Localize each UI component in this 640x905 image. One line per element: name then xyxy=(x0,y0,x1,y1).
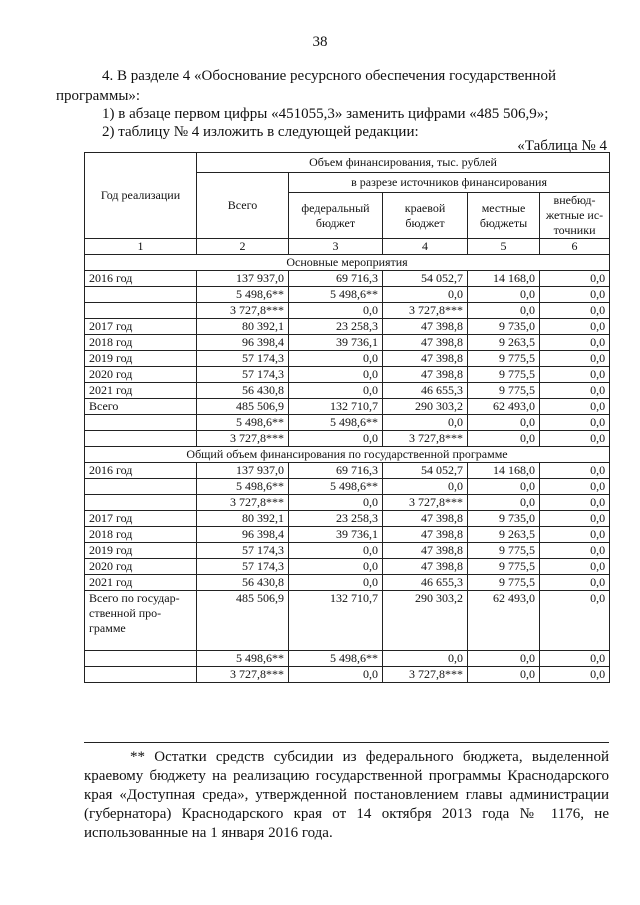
table-cell: 0,0 xyxy=(540,335,610,351)
page-number: 38 xyxy=(312,34,328,50)
table-cell: 0,0 xyxy=(468,651,540,667)
table-cell: 9 775,5 xyxy=(468,383,540,399)
table-cell: 0,0 xyxy=(540,271,610,287)
table-row xyxy=(85,511,610,527)
table-cell: 0,0 xyxy=(289,495,383,511)
row-label: 2016 год xyxy=(85,271,197,287)
table-cell: 137 937,0 xyxy=(197,463,289,479)
table-row xyxy=(85,287,610,303)
table-cell: 0,0 xyxy=(540,319,610,335)
row-label xyxy=(85,287,197,303)
table-cell: 9 735,0 xyxy=(468,511,540,527)
row-label xyxy=(85,303,197,319)
table-cell: 23 258,3 xyxy=(289,319,383,335)
table-row xyxy=(85,351,610,367)
row-label: 2020 год xyxy=(85,367,197,383)
row-label: 2021 год xyxy=(85,575,197,591)
table-cell: 0,0 xyxy=(468,667,540,683)
row-label: 2021 год xyxy=(85,383,197,399)
table-cell: 96 398,4 xyxy=(197,527,289,543)
table-cell: 0,0 xyxy=(540,431,610,447)
table-cell: 3 727,8*** xyxy=(197,303,289,319)
table-cell: 14 168,0 xyxy=(468,463,540,479)
table-cell: 0,0 xyxy=(289,575,383,591)
table-cell: 0,0 xyxy=(468,479,540,495)
table-cell: 485 506,9 xyxy=(197,591,289,651)
table-row xyxy=(85,591,610,651)
table-cell: 290 303,2 xyxy=(383,399,468,415)
table-row xyxy=(85,335,610,351)
header-total: Всего xyxy=(197,173,289,239)
table-cell: 80 392,1 xyxy=(197,511,289,527)
table-cell: 0,0 xyxy=(468,495,540,511)
funding-table xyxy=(84,152,610,683)
table-cell: 5 498,6** xyxy=(197,479,289,495)
table-row xyxy=(85,651,610,667)
table-cell: 9 263,5 xyxy=(468,335,540,351)
table-cell: 3 727,8*** xyxy=(383,495,468,511)
section-title: Общий объем финансирования по государственной программе xyxy=(85,447,610,463)
table-row xyxy=(85,415,610,431)
table-cell: 9 263,5 xyxy=(468,527,540,543)
header-col-number: 6 xyxy=(540,239,610,255)
header-col-number: 3 xyxy=(289,239,383,255)
table-cell: 47 398,8 xyxy=(383,559,468,575)
table-cell: 47 398,8 xyxy=(383,351,468,367)
table-cell: 0,0 xyxy=(540,383,610,399)
header-by-source: в разрезе источников финансирования xyxy=(289,173,610,193)
table-cell: 3 727,8*** xyxy=(197,495,289,511)
row-label: 2018 год xyxy=(85,527,197,543)
table-cell: 0,0 xyxy=(468,287,540,303)
table-cell: 0,0 xyxy=(383,415,468,431)
table-cell: 0,0 xyxy=(540,495,610,511)
table-cell: 0,0 xyxy=(289,431,383,447)
table-cell: 0,0 xyxy=(540,667,610,683)
paragraph-section-4: 4. В разделе 4 «Обоснование ресурсного обеспечения государственной программы»: xyxy=(56,68,556,104)
table-cell: 0,0 xyxy=(540,591,610,651)
table-cell: 0,0 xyxy=(540,559,610,575)
table-cell: 5 498,6** xyxy=(289,651,383,667)
table-cell: 3 727,8*** xyxy=(197,431,289,447)
section-title: Основные мероприятия xyxy=(85,255,610,271)
table-cell: 0,0 xyxy=(289,303,383,319)
table-cell: 3 727,8*** xyxy=(383,303,468,319)
table-cell: 290 303,2 xyxy=(383,591,468,651)
table-cell: 0,0 xyxy=(540,367,610,383)
header-col-number: 5 xyxy=(468,239,540,255)
table-row xyxy=(85,559,610,575)
header-local: местные бюджеты xyxy=(468,193,540,239)
table-cell: 56 430,8 xyxy=(197,383,289,399)
table-cell: 39 736,1 xyxy=(289,527,383,543)
table-row xyxy=(85,543,610,559)
table-row xyxy=(85,463,610,479)
row-label: 2017 год xyxy=(85,319,197,335)
table-cell: 0,0 xyxy=(540,415,610,431)
table-cell: 0,0 xyxy=(468,303,540,319)
row-label xyxy=(85,651,197,667)
table-cell: 62 493,0 xyxy=(468,399,540,415)
header-col-number: 2 xyxy=(197,239,289,255)
table-cell: 0,0 xyxy=(540,543,610,559)
table-cell: 485 506,9 xyxy=(197,399,289,415)
table-cell: 56 430,8 xyxy=(197,575,289,591)
row-label xyxy=(85,667,197,683)
table-cell: 69 716,3 xyxy=(289,271,383,287)
table-cell: 9 775,5 xyxy=(468,559,540,575)
table-cell: 132 710,7 xyxy=(289,591,383,651)
table-cell: 0,0 xyxy=(540,287,610,303)
header-year: Год реализации xyxy=(85,153,197,239)
footnote: ** Остатки средств субсидии из федерального бюджета, выделенной краевому бюджету на реализацию государственной программы Краснодарского края «Доступная среда», утвержденной постановлением главы администрации (губернатора) Краснодарского края от 14 октября 2013 года № 1176, не использованные на 1 января 2016 года. xyxy=(84,749,609,841)
row-label: 2017 год xyxy=(85,511,197,527)
table-cell: 0,0 xyxy=(540,479,610,495)
table-row xyxy=(85,367,610,383)
table-cell: 137 937,0 xyxy=(197,271,289,287)
table-caption: «Таблица № 4 xyxy=(517,138,607,154)
table-cell: 46 655,3 xyxy=(383,383,468,399)
table-cell: 47 398,8 xyxy=(383,511,468,527)
paragraph-item-2: 2) таблицу № 4 изложить в следующей редакции: xyxy=(102,124,419,140)
header-number-row xyxy=(85,239,610,255)
row-label xyxy=(85,431,197,447)
table-cell: 0,0 xyxy=(383,287,468,303)
row-label: 2020 год xyxy=(85,559,197,575)
table-cell: 5 498,6** xyxy=(289,415,383,431)
table-cell: 0,0 xyxy=(289,559,383,575)
table-row xyxy=(85,575,610,591)
section-title-row xyxy=(85,447,610,463)
header-extra: внебюд-жетные ис-точники xyxy=(540,193,610,239)
table-row xyxy=(85,271,610,287)
table-cell: 0,0 xyxy=(540,511,610,527)
table-cell: 5 498,6** xyxy=(197,651,289,667)
table-cell: 0,0 xyxy=(289,383,383,399)
table-cell: 46 655,3 xyxy=(383,575,468,591)
table-cell: 54 052,7 xyxy=(383,271,468,287)
table-cell: 0,0 xyxy=(289,351,383,367)
table-cell: 5 498,6** xyxy=(289,479,383,495)
table-cell: 39 736,1 xyxy=(289,335,383,351)
table-cell: 47 398,8 xyxy=(383,319,468,335)
table-row xyxy=(85,319,610,335)
row-label xyxy=(85,415,197,431)
table-cell: 47 398,8 xyxy=(383,335,468,351)
table-cell: 0,0 xyxy=(540,463,610,479)
row-label: 2019 год xyxy=(85,351,197,367)
table-cell: 54 052,7 xyxy=(383,463,468,479)
header-funding: Объем финансирования, тыс. рублей xyxy=(197,153,610,173)
header-col-number: 4 xyxy=(383,239,468,255)
row-label: 2018 год xyxy=(85,335,197,351)
table-cell: 0,0 xyxy=(540,399,610,415)
table-cell: 9 735,0 xyxy=(468,319,540,335)
table-cell: 47 398,8 xyxy=(383,527,468,543)
table-cell: 0,0 xyxy=(289,543,383,559)
header-federal: федеральный бюджет xyxy=(289,193,383,239)
row-label: Всего по государ-ственной про-грамме xyxy=(85,591,197,651)
table-cell: 47 398,8 xyxy=(383,367,468,383)
paragraph-item-1: 1) в абзаце первом цифры «451055,3» заменить цифрами «485 506,9»; xyxy=(102,106,549,122)
row-label xyxy=(85,495,197,511)
table-cell: 132 710,7 xyxy=(289,399,383,415)
table-cell: 14 168,0 xyxy=(468,271,540,287)
table-row xyxy=(85,667,610,683)
table-cell: 9 775,5 xyxy=(468,351,540,367)
table-row xyxy=(85,431,610,447)
table-cell: 5 498,6** xyxy=(289,287,383,303)
table-cell: 57 174,3 xyxy=(197,543,289,559)
footnote-divider xyxy=(84,742,609,743)
table-row xyxy=(85,479,610,495)
table-cell: 69 716,3 xyxy=(289,463,383,479)
table-cell: 3 727,8*** xyxy=(197,667,289,683)
table-cell: 0,0 xyxy=(540,575,610,591)
table-cell: 62 493,0 xyxy=(468,591,540,651)
row-label xyxy=(85,479,197,495)
row-label: 2019 год xyxy=(85,543,197,559)
table-cell: 0,0 xyxy=(383,479,468,495)
table-cell: 57 174,3 xyxy=(197,351,289,367)
table-cell: 0,0 xyxy=(540,303,610,319)
table-cell: 3 727,8*** xyxy=(383,667,468,683)
table-cell: 23 258,3 xyxy=(289,511,383,527)
table-cell: 0,0 xyxy=(468,431,540,447)
header-regional: краевой бюджет xyxy=(383,193,468,239)
table-cell: 3 727,8*** xyxy=(383,431,468,447)
table-cell: 0,0 xyxy=(468,415,540,431)
table-cell: 5 498,6** xyxy=(197,287,289,303)
table-cell: 80 392,1 xyxy=(197,319,289,335)
table-cell: 0,0 xyxy=(289,367,383,383)
section-title-row xyxy=(85,255,610,271)
header-col-number: 1 xyxy=(85,239,197,255)
table-cell: 9 775,5 xyxy=(468,575,540,591)
table-cell: 9 775,5 xyxy=(468,367,540,383)
table-cell: 0,0 xyxy=(540,527,610,543)
table-cell: 0,0 xyxy=(540,651,610,667)
table-cell: 57 174,3 xyxy=(197,559,289,575)
table-row xyxy=(85,383,610,399)
row-label: Всего xyxy=(85,399,197,415)
table-cell: 96 398,4 xyxy=(197,335,289,351)
table-row xyxy=(85,303,610,319)
table-cell: 0,0 xyxy=(383,651,468,667)
table-row xyxy=(85,399,610,415)
table-row xyxy=(85,495,610,511)
table-cell: 0,0 xyxy=(289,667,383,683)
table-cell: 0,0 xyxy=(540,351,610,367)
table-cell: 57 174,3 xyxy=(197,367,289,383)
table-cell: 47 398,8 xyxy=(383,543,468,559)
table-cell: 5 498,6** xyxy=(197,415,289,431)
table-row xyxy=(85,527,610,543)
row-label: 2016 год xyxy=(85,463,197,479)
table-cell: 9 775,5 xyxy=(468,543,540,559)
